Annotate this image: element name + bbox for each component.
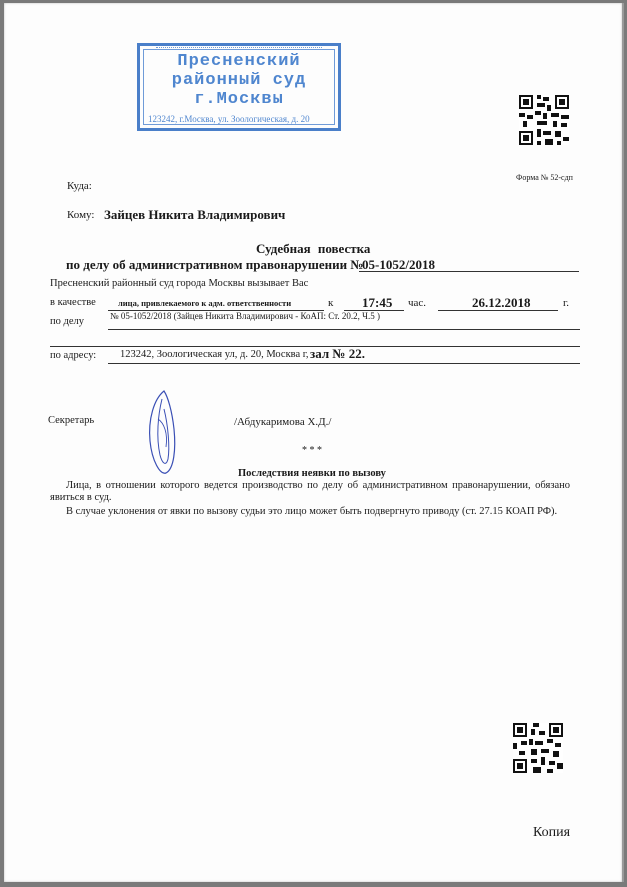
case-description: № 05-1052/2018 (Зайцев Никита Владимирович - КоАП: Ст. 20.2, Ч.5 ) bbox=[110, 311, 381, 321]
capacity-value: лица, привлекаемого к адм. ответственности bbox=[118, 298, 292, 308]
consequences-paragraph-2: В случае уклонения от явки по вызову судьи это лицо может быть подвергнуто приводу (ст. 27.15 КОАП РФ). bbox=[66, 506, 558, 517]
signature-icon bbox=[146, 389, 180, 477]
secretary-label: Секретарь bbox=[48, 415, 95, 426]
court-text: Пресненский районный суд города Москвы вызывает Вас bbox=[50, 278, 309, 289]
qr-code-icon bbox=[519, 95, 569, 145]
capacity-label: в качестве bbox=[50, 297, 96, 308]
hours-label: час. bbox=[408, 297, 427, 309]
stars-separator: * * * bbox=[302, 445, 322, 456]
form-number: Форма № 52-сдп bbox=[516, 173, 573, 182]
court-stamp bbox=[137, 43, 341, 131]
kuda-label: Куда: bbox=[67, 180, 92, 192]
stamp-line-1: Пресненский bbox=[177, 52, 301, 71]
summons-document bbox=[4, 3, 624, 882]
summons-subtitle: по делу об административном правонарушении № bbox=[66, 257, 364, 272]
case-number: 05-1052/2018 bbox=[362, 257, 435, 272]
summons-title: Судебная повестка bbox=[256, 241, 371, 256]
copy-label: Копия bbox=[533, 825, 571, 840]
stamp-address: 123242, г.Москва, ул. Зоологическая, д. 20 bbox=[148, 114, 310, 124]
hearing-date: 26.12.2018 bbox=[472, 295, 531, 310]
stamp-line-3: г.Москвы bbox=[194, 90, 284, 109]
stamp-line-2: районный суд bbox=[171, 71, 307, 90]
secretary-name: /Абдукаримова Х.Д./ bbox=[234, 416, 332, 428]
case-label: по делу bbox=[50, 316, 84, 327]
consequences-paragraph-1: Лица, в отношении которого ведется производство по делу об административном правонарушении, обязано явиться в суд. bbox=[50, 480, 570, 503]
qr-code-bottom-icon bbox=[513, 723, 563, 773]
year-label: г. bbox=[563, 297, 570, 309]
hearing-address: 123242, Зоологическая ул, д. 20, Москва г, bbox=[120, 349, 309, 360]
consequences-title: Последствия неявки по вызову bbox=[238, 468, 386, 479]
address-label: по адресу: bbox=[50, 350, 97, 361]
hearing-time: 17:45 bbox=[362, 295, 393, 310]
komu-label: Кому: bbox=[67, 209, 95, 221]
k-label: к bbox=[328, 297, 334, 309]
courtroom: зал № 22. bbox=[310, 346, 365, 361]
recipient-name: Зайцев Никита Владимирович bbox=[104, 207, 286, 222]
